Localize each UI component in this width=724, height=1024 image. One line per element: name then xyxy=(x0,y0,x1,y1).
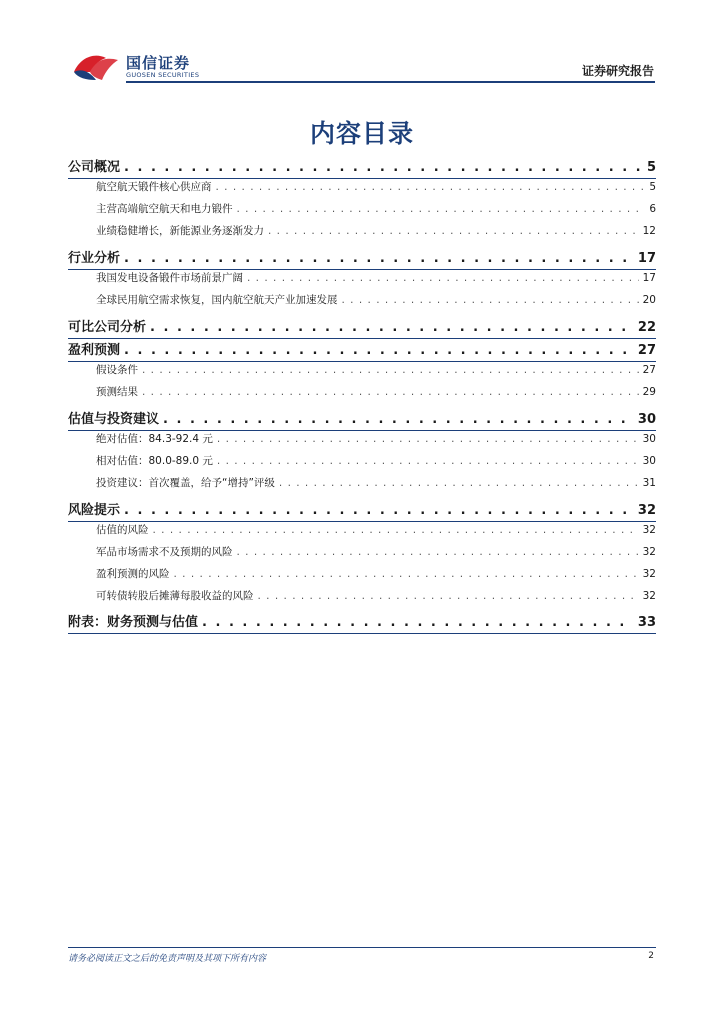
toc-chapter-entry[interactable] xyxy=(68,247,656,266)
toc-chapter-entry[interactable] xyxy=(68,408,656,427)
toc-entry-label: 军品市场需求不及预期的风险 xyxy=(96,546,233,558)
toc-entry-label: 风险提示 xyxy=(68,503,121,518)
report-type-label: 证券研究报告 xyxy=(581,64,654,78)
toc-entry-page: 30 xyxy=(642,433,656,445)
toc-title: 内容目录 xyxy=(309,119,414,148)
toc-entry-label: 可转债转股后摊薄每股收益的风险 xyxy=(96,590,254,602)
toc-entry-page: 17 xyxy=(637,251,656,266)
toc-leader-dots xyxy=(163,412,634,427)
toc-entry-page: 33 xyxy=(637,615,656,630)
toc-section-entry[interactable] xyxy=(96,362,656,377)
toc-entry-page: 12 xyxy=(642,225,656,237)
toc-entry-page: 5 xyxy=(649,181,656,193)
toc-entry-label: 预测结果 xyxy=(96,386,138,398)
toc-entry-page: 32 xyxy=(642,590,656,602)
toc-leader-dots xyxy=(150,320,634,335)
toc-section-entry[interactable] xyxy=(96,201,656,216)
toc-leader-dots xyxy=(124,503,634,518)
toc-entry-page: 27 xyxy=(637,343,656,358)
toc-leader-dots xyxy=(124,343,634,358)
toc-leader-dots xyxy=(237,203,646,215)
toc-entry-label: 主营高端航空航天和电力锻件 xyxy=(96,203,233,215)
toc-entry-label: 业绩稳健增长，新能源业务逐渐发力 xyxy=(96,225,264,237)
toc-leader-dots xyxy=(142,386,639,398)
toc-entry-label: 假设条件 xyxy=(96,364,138,376)
header-divider xyxy=(126,81,655,83)
toc-chapter-entry[interactable] xyxy=(68,316,656,335)
toc-entry-page: 5 xyxy=(646,160,656,175)
toc-section-entry[interactable] xyxy=(96,522,656,537)
toc-leader-dots xyxy=(237,546,639,558)
footer-disclaimer: 请务必阅读正文之后的免责声明及其项下所有内容 xyxy=(68,954,267,964)
toc-leader-dots xyxy=(279,477,639,489)
toc-entry-label: 行业分析 xyxy=(68,251,121,266)
toc-section-entry[interactable] xyxy=(96,431,656,446)
toc-chapter-entry[interactable] xyxy=(68,499,656,518)
toc-entry-page: 29 xyxy=(642,386,656,398)
toc-entry-page: 30 xyxy=(642,455,656,467)
toc-section-entry[interactable] xyxy=(96,179,656,194)
toc-leader-dots xyxy=(268,225,639,237)
toc-chapter-entry[interactable] xyxy=(68,611,656,630)
toc-entry-label: 绝对估值：84.3-92.4 元 xyxy=(96,433,213,445)
guosen-logo-icon xyxy=(72,50,120,82)
toc-section-entry[interactable] xyxy=(96,475,656,490)
toc-leader-dots xyxy=(247,272,639,284)
toc-chapter-entry[interactable] xyxy=(68,339,656,358)
toc-entry-page: 30 xyxy=(637,412,656,427)
toc-entry-page: 20 xyxy=(642,294,656,306)
toc-entry-page: 31 xyxy=(642,477,656,489)
toc-section-entry[interactable] xyxy=(96,566,656,581)
toc-leader-dots xyxy=(142,364,639,376)
toc-leader-dots xyxy=(217,455,639,467)
toc-section-entry[interactable] xyxy=(96,544,656,559)
toc-entry-page: 17 xyxy=(642,272,656,284)
toc-entry-label: 公司概况 xyxy=(68,160,121,175)
toc-chapter-entry[interactable] xyxy=(68,156,656,175)
toc-entry-page: 32 xyxy=(642,524,656,536)
footer-page-number: 2 xyxy=(648,951,654,961)
footer-divider xyxy=(68,947,656,948)
toc-entry-label: 盈利预测的风险 xyxy=(96,568,170,580)
toc-leader-dots xyxy=(342,294,639,306)
toc-chapter-underline xyxy=(68,633,656,634)
toc-leader-dots xyxy=(174,568,639,580)
toc-entry-page: 6 xyxy=(649,203,656,215)
toc-entry-page: 27 xyxy=(642,364,656,376)
toc-leader-dots xyxy=(217,433,639,445)
toc-entry-label: 估值与投资建议 xyxy=(68,412,160,427)
toc-section-entry[interactable] xyxy=(96,453,656,468)
toc-entry-label: 投资建议：首次覆盖，给予“增持”评级 xyxy=(96,477,275,489)
toc-entry-page: 22 xyxy=(637,320,656,335)
toc-entry-page: 32 xyxy=(642,546,656,558)
toc-section-entry[interactable] xyxy=(96,270,656,285)
toc-leader-dots xyxy=(258,590,639,602)
page-header xyxy=(0,0,724,90)
toc-entry-label: 相对估值：80.0-89.0 元 xyxy=(96,455,213,467)
brand-name-english: GUOSEN SECURITIES xyxy=(126,71,200,79)
toc-section-entry[interactable] xyxy=(96,223,656,238)
toc-leader-dots xyxy=(202,615,634,630)
toc-section-entry[interactable] xyxy=(96,292,656,307)
toc-entry-label: 可比公司分析 xyxy=(68,320,147,335)
toc-entry-label: 航空航天锻件核心供应商 xyxy=(96,181,212,193)
toc-entry-label: 盈利预测 xyxy=(68,343,121,358)
toc-leader-dots xyxy=(124,251,634,266)
toc-entry-label: 我国发电设备锻件市场前景广阔 xyxy=(96,272,243,284)
toc-section-entry[interactable] xyxy=(96,384,656,399)
toc-entry-label: 全球民用航空需求恢复，国内航空航天产业加速发展 xyxy=(96,294,338,306)
toc-entry-page: 32 xyxy=(642,568,656,580)
toc-leader-dots xyxy=(153,524,639,536)
toc-entry-label: 估值的风险 xyxy=(96,524,149,536)
brand-name: 国信证券 xyxy=(126,54,191,72)
toc-entry-page: 32 xyxy=(637,503,656,518)
toc-section-entry[interactable] xyxy=(96,588,656,603)
toc-leader-dots xyxy=(124,160,643,175)
toc-leader-dots xyxy=(216,181,646,193)
toc-entry-label: 附表：财务预测与估值 xyxy=(68,615,199,630)
